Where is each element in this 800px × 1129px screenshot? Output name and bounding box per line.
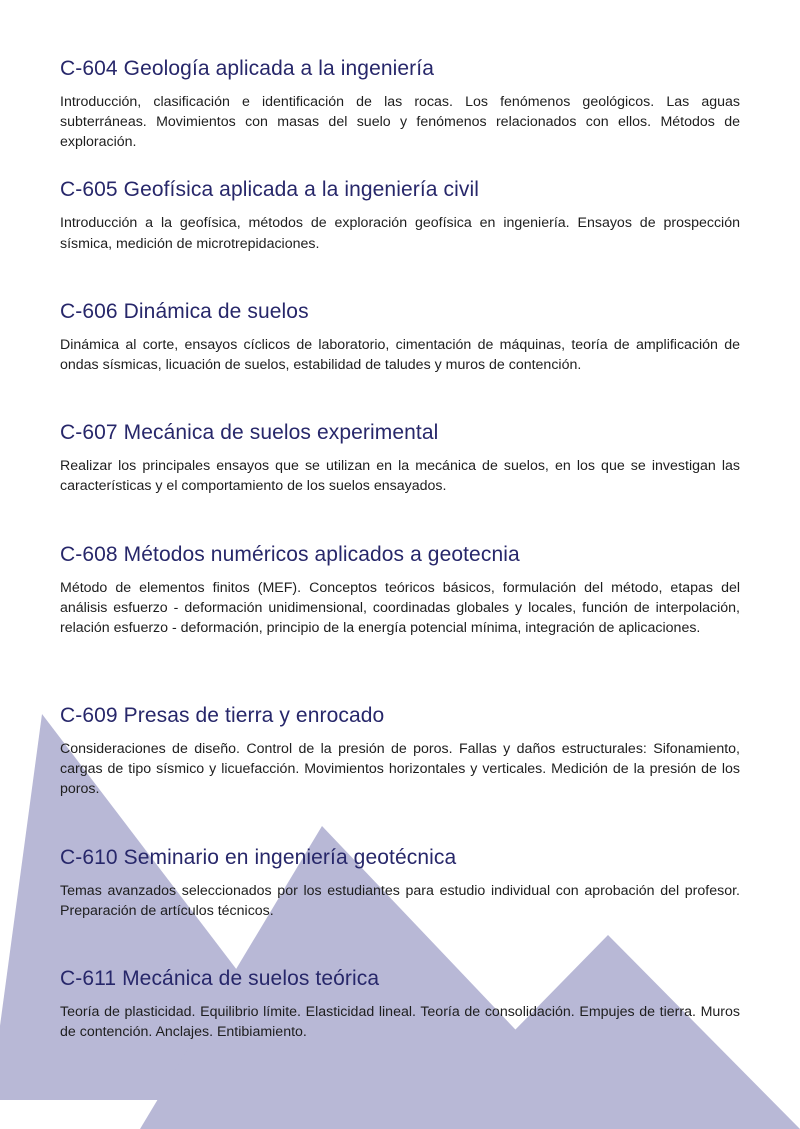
course-title: C-607 Mecánica de suelos experimental xyxy=(60,421,439,445)
course-c609 xyxy=(60,703,740,845)
course-title: C-609 Presas de tierra y enrocado xyxy=(60,704,385,728)
course-description: Introducción, clasificación e identificación de las rocas. Los fenómenos geológicos. Las aguas subterráneas. Movimientos con masas del suelo y fenómenos relacionados con ellos. Métodos de exploración. xyxy=(60,94,740,151)
course-c605 xyxy=(60,177,740,298)
course-description: Temas avanzados seleccionados por los estudiantes para estudio individual con aprobación del profesor. Preparación de artículos técnicos. xyxy=(60,882,740,919)
course-title: C-604 Geología aplicada a la ingeniería xyxy=(60,57,434,80)
course-c610 xyxy=(60,845,740,966)
course-list xyxy=(60,56,740,1087)
course-c607 xyxy=(60,420,740,541)
course-description: Dinámica al corte, ensayos cíclicos de laboratorio, cimentación de máquinas, teoría de amplificación de ondas sísmicas, licuación de suelos, estabilidad de taludes y muros de contención. xyxy=(60,336,740,373)
course-title: C-608 Métodos numéricos aplicados a geotecnia xyxy=(60,542,520,566)
course-description: Introducción a la geofísica, métodos de exploración geofísica en ingeniería. Ensayos de prospección sísmica, medición de microtrepidaciones. xyxy=(60,215,740,252)
course-c606 xyxy=(60,299,740,420)
course-description: Consideraciones de diseño. Control de la presión de poros. Fallas y daños estructurales: Sifonamiento, cargas de tipo sísmico y licuefacción. Movimientos horizontales y verticales. Medición de la presión de los poros. xyxy=(60,741,740,798)
course-description: Método de elementos finitos (MEF). Conceptos teóricos básicos, formulación del método, etapas del análisis esfuerzo - deformación unidimensional, coordinadas globales y locales, función de interpolación, relación esfuerzo - deformación, principio de la energía potencial mínima, integración de aplicaciones. xyxy=(60,579,740,636)
course-title: C-606 Dinámica de suelos xyxy=(60,299,309,323)
course-description: Realizar los principales ensayos que se utilizan en la mecánica de suelos, en los que se investigan las características y el comportamiento de los suelos ensayados. xyxy=(60,458,740,495)
course-title: C-610 Seminario en ingeniería geotécnica xyxy=(60,845,457,869)
course-description: Teoría de plasticidad. Equilibrio límite. Elasticidad lineal. Teoría de consolidación. Empujes de tierra. Muros de contención. Anclajes. Entibiamiento. xyxy=(60,1003,740,1041)
course-c604 xyxy=(60,56,740,177)
course-title: C-611 Mecánica de suelos teórica xyxy=(60,966,380,990)
course-title: C-605 Geofísica aplicada a la ingeniería civil xyxy=(60,178,479,202)
course-c611 xyxy=(60,966,740,1087)
course-c608 xyxy=(60,542,740,704)
